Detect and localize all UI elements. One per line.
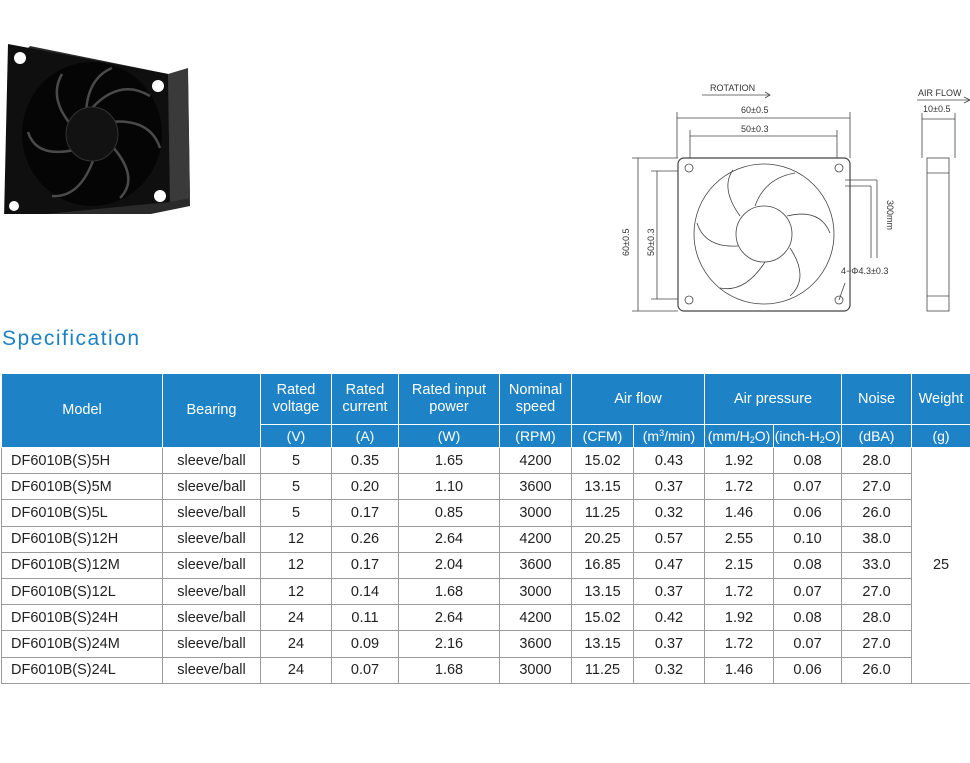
cell-cfm: 16.85 — [572, 552, 634, 578]
table-row — [2, 526, 970, 552]
lead-length-label: 300mm — [885, 200, 895, 231]
cell-current: 0.17 — [332, 552, 399, 578]
cell-mmh2o: 2.15 — [705, 552, 774, 578]
cell-inchh2o: 0.07 — [774, 474, 842, 500]
cell-noise: 27.0 — [842, 631, 912, 657]
cell-m3min: 0.37 — [634, 578, 705, 604]
cell-current: 0.09 — [332, 631, 399, 657]
cell-mmh2o: 2.55 — [705, 526, 774, 552]
cell-power: 1.10 — [399, 474, 500, 500]
cell-m3min: 0.43 — [634, 448, 705, 474]
header-model: Model — [2, 374, 163, 448]
cell-speed: 3600 — [500, 474, 572, 500]
cell-speed: 3000 — [500, 500, 572, 526]
cell-current: 0.26 — [332, 526, 399, 552]
header-noise: Noise — [842, 374, 912, 425]
hole-spec-label: 4−Φ4.3±0.3 — [841, 266, 889, 276]
header-air-flow: Air flow — [572, 374, 705, 425]
cell-current: 0.17 — [332, 500, 399, 526]
rotation-label: ROTATION — [710, 83, 756, 93]
cell-m3min: 0.37 — [634, 474, 705, 500]
specification-table — [1, 373, 970, 684]
unit-voltage: (V) — [261, 425, 332, 448]
header-rated-voltage: Rated voltage — [261, 374, 332, 425]
cell-noise: 28.0 — [842, 448, 912, 474]
cell-model: DF6010B(S)5M — [2, 474, 163, 500]
cell-speed: 4200 — [500, 448, 572, 474]
airflow-label: AIR FLOW — [918, 88, 962, 98]
cell-mmh2o: 1.72 — [705, 631, 774, 657]
cell-inchh2o: 0.10 — [774, 526, 842, 552]
table-row — [2, 500, 970, 526]
cell-model: DF6010B(S)12H — [2, 526, 163, 552]
table-row — [2, 605, 970, 631]
unit-inchh2o: $(inch-H_2O)$ — [774, 425, 842, 448]
cell-noise: 27.0 — [842, 578, 912, 604]
cell-bearing: sleeve/ball — [163, 526, 261, 552]
cell-voltage: 5 — [261, 474, 332, 500]
cell-mmh2o: 1.92 — [705, 448, 774, 474]
cell-m3min: 0.42 — [634, 605, 705, 631]
cell-voltage: 24 — [261, 631, 332, 657]
cell-voltage: 12 — [261, 552, 332, 578]
dimension-drawing — [605, 78, 970, 323]
cell-voltage: 5 — [261, 500, 332, 526]
table-row — [2, 474, 970, 500]
cell-inchh2o: 0.08 — [774, 552, 842, 578]
cell-bearing: sleeve/ball — [163, 474, 261, 500]
cell-voltage: 12 — [261, 526, 332, 552]
unit-noise: (dBA) — [842, 425, 912, 448]
cell-mmh2o: 1.72 — [705, 474, 774, 500]
cell-power: 2.64 — [399, 526, 500, 552]
cell-current: 0.35 — [332, 448, 399, 474]
cell-model: DF6010B(S)12M — [2, 552, 163, 578]
cell-power: 2.16 — [399, 631, 500, 657]
cell-cfm: 20.25 — [572, 526, 634, 552]
table-row — [2, 578, 970, 604]
cell-speed: 4200 — [500, 526, 572, 552]
cell-speed: 3600 — [500, 552, 572, 578]
cell-mmh2o: 1.46 — [705, 500, 774, 526]
cell-model: DF6010B(S)24M — [2, 631, 163, 657]
cell-weight: 25 — [912, 448, 970, 684]
cell-inchh2o: 0.06 — [774, 500, 842, 526]
cell-bearing: sleeve/ball — [163, 448, 261, 474]
header-nominal-speed: Nominal speed — [500, 374, 572, 425]
cell-current: 0.07 — [332, 657, 399, 683]
cell-m3min: 0.47 — [634, 552, 705, 578]
cell-bearing: sleeve/ball — [163, 657, 261, 683]
cell-cfm: 11.25 — [572, 657, 634, 683]
cell-cfm: 13.15 — [572, 631, 634, 657]
cell-bearing: sleeve/ball — [163, 631, 261, 657]
cell-power: 0.85 — [399, 500, 500, 526]
cell-inchh2o: 0.08 — [774, 448, 842, 474]
table-row — [2, 552, 970, 578]
cell-noise: 26.0 — [842, 657, 912, 683]
cell-inchh2o: 0.08 — [774, 605, 842, 631]
dim-inner-width: 50±0.3 — [741, 124, 769, 134]
cell-bearing: sleeve/ball — [163, 552, 261, 578]
unit-speed: (RPM) — [500, 425, 572, 448]
cell-model: DF6010B(S)12L — [2, 578, 163, 604]
cell-bearing: sleeve/ball — [163, 578, 261, 604]
cell-speed: 3000 — [500, 657, 572, 683]
cell-voltage: 24 — [261, 657, 332, 683]
header-rated-input-power: Rated input power — [399, 374, 500, 425]
unit-current: (A) — [332, 425, 399, 448]
cell-cfm: 13.15 — [572, 474, 634, 500]
header-rated-current: Rated current — [332, 374, 399, 425]
cell-mmh2o: 1.46 — [705, 657, 774, 683]
table-row — [2, 631, 970, 657]
cell-speed: 4200 — [500, 605, 572, 631]
cell-bearing: sleeve/ball — [163, 605, 261, 631]
cell-voltage: 5 — [261, 448, 332, 474]
cell-current: 0.11 — [332, 605, 399, 631]
cell-inchh2o: 0.07 — [774, 631, 842, 657]
cell-noise: 26.0 — [842, 500, 912, 526]
cell-noise: 38.0 — [842, 526, 912, 552]
table-row — [2, 448, 970, 474]
cell-speed: 3000 — [500, 578, 572, 604]
dim-inner-height: 50±0.3 — [646, 228, 656, 256]
cell-m3min: 0.32 — [634, 657, 705, 683]
cell-inchh2o: 0.07 — [774, 578, 842, 604]
cell-inchh2o: 0.06 — [774, 657, 842, 683]
cell-cfm: 13.15 — [572, 578, 634, 604]
unit-cfm: (CFM) — [572, 425, 634, 448]
cell-cfm: 15.02 — [572, 448, 634, 474]
unit-mmh2o: $(mm/H_2O)$ — [705, 425, 774, 448]
cell-model: DF6010B(S)5L — [2, 500, 163, 526]
cell-noise: 33.0 — [842, 552, 912, 578]
header-air-pressure: Air pressure — [705, 374, 842, 425]
cell-speed: 3600 — [500, 631, 572, 657]
dim-outer-height: 60±0.5 — [621, 228, 631, 256]
cell-bearing: sleeve/ball — [163, 500, 261, 526]
table-row — [2, 657, 970, 683]
cell-current: 0.20 — [332, 474, 399, 500]
cell-noise: 27.0 — [842, 474, 912, 500]
dim-thickness: 10±0.5 — [923, 104, 951, 114]
cell-power: 1.68 — [399, 578, 500, 604]
cell-mmh2o: 1.72 — [705, 578, 774, 604]
cell-model: DF6010B(S)5H — [2, 448, 163, 474]
unit-power: (W) — [399, 425, 500, 448]
cell-m3min: 0.37 — [634, 631, 705, 657]
cell-power: 1.68 — [399, 657, 500, 683]
unit-weight: (g) — [912, 425, 970, 448]
unit-m3min: $(m^3/\min)$ — [634, 425, 705, 448]
cell-voltage: 24 — [261, 605, 332, 631]
dim-outer-width: 60±0.5 — [741, 105, 769, 115]
header-bearing: Bearing — [163, 374, 261, 448]
cell-noise: 28.0 — [842, 605, 912, 631]
cell-power: 2.64 — [399, 605, 500, 631]
cell-current: 0.14 — [332, 578, 399, 604]
cell-cfm: 15.02 — [572, 605, 634, 631]
cell-mmh2o: 1.92 — [705, 605, 774, 631]
cell-m3min: 0.32 — [634, 500, 705, 526]
fan-product-photo — [0, 38, 196, 214]
header-weight: Weight — [912, 374, 970, 425]
cell-power: 1.65 — [399, 448, 500, 474]
cell-voltage: 12 — [261, 578, 332, 604]
cell-m3min: 0.57 — [634, 526, 705, 552]
cell-power: 2.04 — [399, 552, 500, 578]
cell-model: DF6010B(S)24H — [2, 605, 163, 631]
cell-cfm: 11.25 — [572, 500, 634, 526]
section-title: Specification — [2, 327, 141, 350]
cell-model: DF6010B(S)24L — [2, 657, 163, 683]
